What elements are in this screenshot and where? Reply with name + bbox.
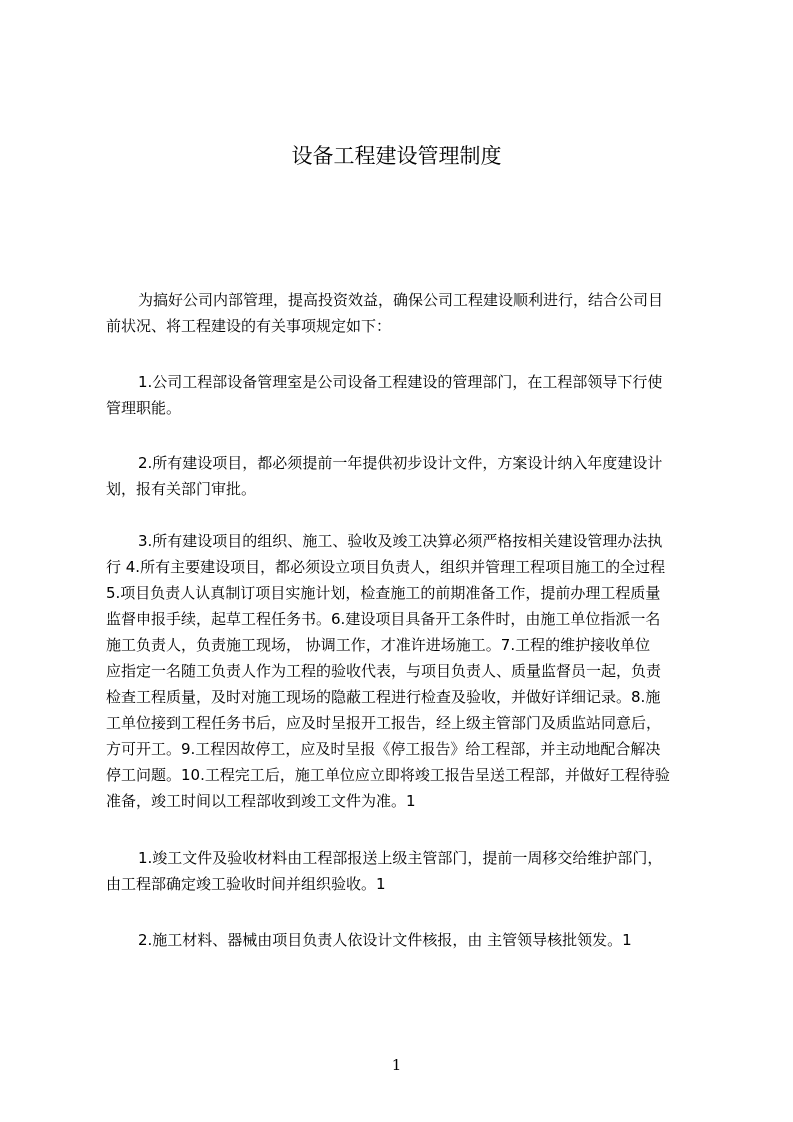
- text-line: 工单位接到工程任务书后，应及时呈报开工报告，经上级主管部门及质监站同意后，: [106, 714, 662, 732]
- clause-3-10-paragraph: [106, 528, 700, 814]
- text-line: 5.项目负责人认真制订项目实施计划，检查施工的前期准备工作，提前办理工程质量: [106, 584, 661, 602]
- text-line: 由工程部确定竣工验收时间并组织验收。1: [106, 875, 386, 893]
- intro-paragraph: [106, 287, 700, 339]
- clause-1-paragraph: [106, 369, 700, 421]
- text-line: 应指定一名随工负责人作为工程的验收代表，与项目负责人、质量监督员一起，负责: [106, 662, 662, 680]
- acceptance-2-paragraph: [106, 927, 700, 953]
- text-line: 行 4.所有主要建设项目，都必须设立项目负责人，组织并管理工程项目施工的全过程: [106, 558, 666, 576]
- text-line: 为搞好公司内部管理，提高投资效益，确保公司工程建设顺利进行，结合公司目: [138, 291, 664, 309]
- text-line: 1.公司工程部设备管理室是公司设备工程建设的管理部门，在工程部领导下行使: [138, 373, 663, 391]
- text-line: 2.所有建设项目，都必须提前一年提供初步设计文件，方案设计纳入年度建设计: [138, 454, 663, 472]
- text-line: 方可开工。9.工程因故停工，应及时呈报《停工报告》给工程部，并主动地配合解决: [106, 740, 661, 758]
- page-number: 1: [391, 1056, 402, 1074]
- acceptance-1-paragraph: [106, 845, 700, 897]
- text-line: 监督申报手续，起草工程任务书。6.建设项目具备开工条件时，由施工单位指派一名: [106, 610, 661, 628]
- text-line: 划，报有关部门审批。: [106, 480, 257, 498]
- text-line: 前状况、将工程建设的有关事项规定如下：: [106, 317, 392, 335]
- text-line: 准备，竣工时间以工程部收到竣工文件为准。1: [106, 792, 416, 810]
- text-line: 施工负责人，负责施工现场， 协调工作，才准许进场施工。7.工程的维护接收单位: [106, 636, 651, 654]
- text-line: 3.所有建设项目的组织、施工、验收及竣工决算必须严格按相关建设管理办法执: [138, 532, 663, 550]
- clause-2-paragraph: [106, 450, 700, 502]
- text-line: 检查工程质量，及时对施工现场的隐蔽工程进行检查及验收，并做好详细记录。8.施: [106, 688, 661, 706]
- text-line: 停工问题。10.工程完工后，施工单位应立即将竣工报告呈送工程部，并做好工程待验: [106, 766, 670, 784]
- text-line: 管理职能。: [106, 399, 182, 417]
- text-line: 2.施工材料、器械由项目负责人依设计文件核报，由 主管领导核批领发。1: [138, 931, 632, 949]
- document-title: 设备工程建设管理制度: [291, 144, 502, 168]
- text-line: 1.竣工文件及验收材料由工程部报送上级主管部门，提前一周移交给维护部门，: [138, 849, 663, 867]
